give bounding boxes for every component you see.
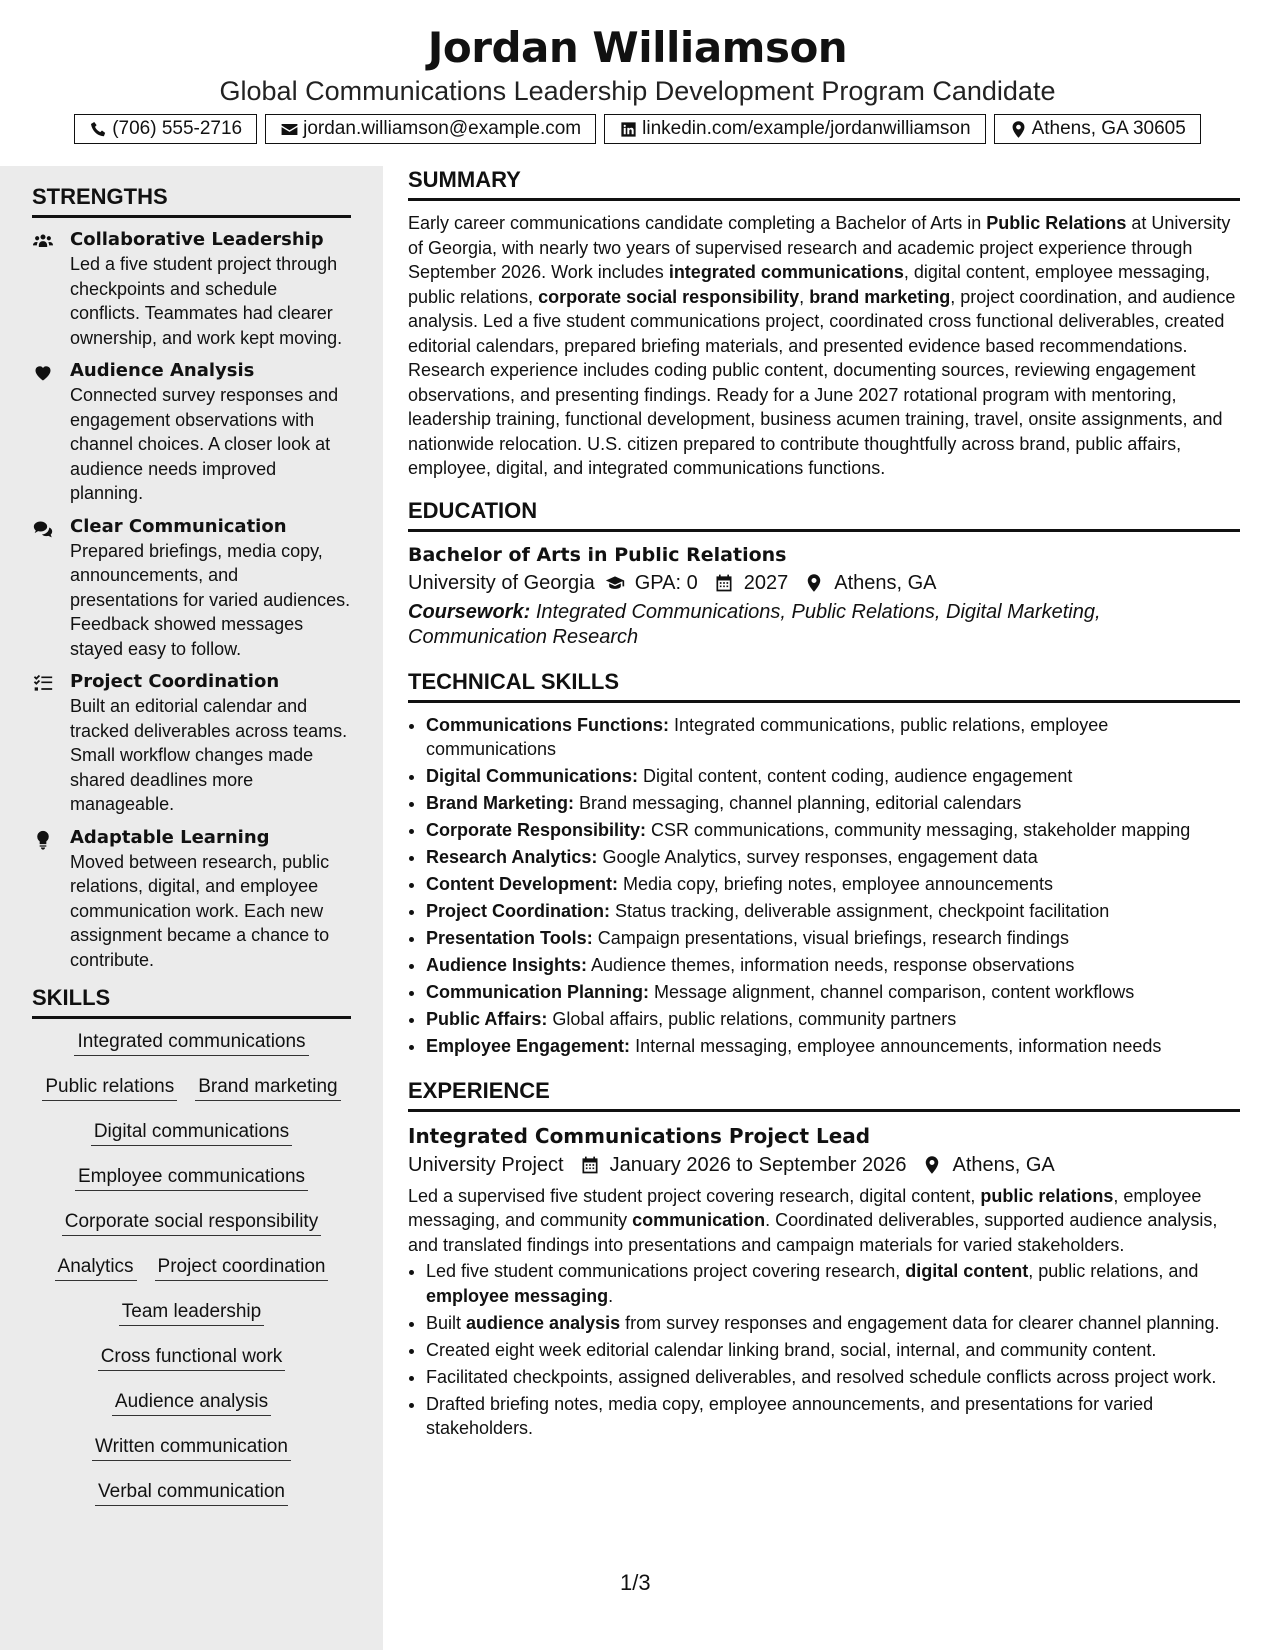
strength-icon-box: [32, 826, 70, 973]
skills-row: [32, 1254, 351, 1299]
job-bullet: [426, 1259, 1240, 1308]
strength-item: [32, 228, 351, 350]
skill-tag: Brand marketing: [195, 1074, 340, 1101]
map-pin-icon: [922, 1155, 942, 1175]
skills-heading: SKILLS: [32, 984, 351, 1019]
job-title: Integrated Communications Project Lead: [408, 1123, 871, 1148]
technical-skill-item: [426, 845, 1240, 870]
technical-skill-item: [426, 1034, 1240, 1059]
job-description: [408, 1184, 1240, 1258]
coursework-label: Coursework:: [408, 600, 531, 623]
text-span: Drafted briefing notes, media copy, employee announcements, and presentations for varied stakeholders.: [426, 1393, 1154, 1438]
text-span: at University of Georgia, with nearly two years of supervised research and academic project experience through September 2026. Work includes: [408, 213, 1231, 282]
users-icon: [32, 232, 54, 252]
phone-text: (706) 555-2716: [112, 118, 243, 139]
resume-header: [0, 0, 1275, 144]
technical-skill-value: Message alignment, channel comparison, content workflows: [654, 982, 1135, 1002]
phone-icon: [89, 120, 108, 139]
technical-skill-value: Integrated communications, public relations, employee communications: [426, 714, 1109, 759]
technical-skill-label: Brand Marketing:: [426, 793, 575, 813]
degree-title: Bachelor of Arts in Public Relations: [408, 543, 787, 566]
email-text: jordan.williamson@example.com: [303, 118, 582, 139]
contact-email[interactable]: [265, 114, 596, 144]
technical-skill-item: [426, 872, 1240, 897]
technical-skill-label: Digital Communications:: [426, 766, 639, 786]
technical-skill-item: [426, 764, 1240, 789]
contact-phone[interactable]: [74, 114, 257, 144]
strength-item: [32, 670, 351, 817]
technical-skill-value: Audience themes, information needs, response observations: [591, 955, 1075, 975]
strength-description: Prepared briefings, media copy, announcements, and presentations for varied audiences. Feedback showed messages stayed easy to follow.: [70, 540, 351, 659]
skills-row: [32, 1479, 351, 1524]
job-location: Athens, GA: [952, 1153, 1055, 1176]
skills-list: [32, 1029, 351, 1524]
skill-tag: Team leadership: [119, 1299, 264, 1326]
skill-tag: Integrated communications: [74, 1029, 308, 1056]
strength-description: Built an editorial calendar and tracked deliverables across teams. Small workflow changes made shared deadlines more manageable.: [70, 696, 348, 814]
page-number: 1/3: [620, 1570, 651, 1595]
sidebar: [0, 166, 383, 1650]
bold-text: digital content: [905, 1261, 1029, 1281]
job-meta: [408, 1150, 1240, 1180]
technical-skill-label: Audience Insights:: [426, 955, 588, 975]
skills-row: [32, 1299, 351, 1344]
strength-icon-box: [32, 359, 70, 506]
contact-location: [994, 114, 1201, 144]
job-bullet: [426, 1392, 1240, 1441]
contact-bar: [0, 114, 1275, 144]
skill-tag: Project coordination: [155, 1254, 329, 1281]
technical-skill-label: Employee Engagement:: [426, 1036, 631, 1056]
job-bullet: [426, 1365, 1240, 1390]
linkedin-text: linkedin.com/example/jordanwilliamson: [642, 118, 971, 139]
strength-title: Audience Analysis: [70, 360, 255, 381]
strength-item: [32, 515, 351, 662]
bold-text: brand marketing: [809, 286, 951, 307]
strength-item: [32, 826, 351, 973]
technical-skill-item: [426, 791, 1240, 816]
skill-tag: Public relations: [42, 1074, 177, 1101]
graduation-year: 2027: [743, 571, 789, 594]
skills-row: [32, 1119, 351, 1164]
technical-skill-value: Status tracking, deliverable assignment, checkpoint facilitation: [615, 901, 1110, 921]
technical-skill-value: Brand messaging, channel planning, editorial calendars: [579, 793, 1022, 813]
education-meta: [408, 568, 1240, 598]
school-name: University of Georgia: [408, 571, 595, 594]
text-span: , public relations, and: [1028, 1261, 1199, 1281]
text-span: , digital content, employee messaging, public relations,: [408, 262, 1211, 307]
skills-row: [32, 1434, 351, 1479]
skills-row: [32, 1389, 351, 1434]
skill-tag: Audience analysis: [112, 1389, 271, 1416]
coursework-list: Integrated Communications, Public Relations, Digital Marketing, Communication Research: [408, 600, 1101, 648]
technical-skill-value: Digital content, content coding, audience engagement: [643, 766, 1073, 786]
skill-tag: Corporate social responsibility: [62, 1209, 321, 1236]
bold-text: audience analysis: [466, 1312, 621, 1333]
skills-row: [32, 1344, 351, 1389]
list-check-icon: [32, 674, 54, 694]
technical-skill-item: [426, 818, 1240, 843]
technical-skill-label: Communication Planning:: [426, 982, 649, 1002]
location-text: Athens, GA 30605: [1031, 118, 1186, 139]
graduation-cap-icon: [605, 573, 625, 593]
education-location: Athens, GA: [834, 571, 937, 594]
text-span: . Coordinated deliverables, supported audience analysis, and translated findings into presentations and campaign materials for varied stakeholders.: [408, 1210, 1218, 1255]
envelope-icon: [280, 120, 299, 139]
skill-tag: Cross functional work: [98, 1344, 286, 1371]
text-span: from survey responses and engagement data for clearer channel planning.: [620, 1312, 1220, 1333]
strengths-heading: STRENGTHS: [32, 183, 351, 218]
strength-icon-box: [32, 670, 70, 817]
text-span: Facilitated checkpoints, assigned deliverables, and resolved schedule conflicts across project work.: [426, 1366, 1217, 1387]
text-span: Built: [426, 1312, 467, 1333]
candidate-name: Jordan Williamson: [427, 23, 848, 72]
job-bullet: [426, 1338, 1240, 1363]
skill-tag: Employee communications: [75, 1164, 308, 1191]
text-span: , employee messaging, and community: [408, 1185, 1202, 1230]
skills-row: [32, 1164, 351, 1209]
text-span: ,: [799, 286, 810, 307]
technical-skill-label: Corporate Responsibility:: [426, 820, 647, 840]
technical-skill-value: Global affairs, public relations, community partners: [552, 1009, 957, 1029]
strength-icon-box: [32, 228, 70, 350]
technical-skill-value: CSR communications, community messaging, stakeholder mapping: [651, 820, 1191, 840]
gpa-value: GPA: 0: [634, 571, 698, 594]
technical-skill-value: Google Analytics, survey responses, engagement data: [602, 847, 1038, 867]
text-span: .: [608, 1285, 614, 1306]
bold-text: communication: [632, 1210, 766, 1230]
technical-skill-item: [426, 926, 1240, 951]
job-organization: University Project: [408, 1153, 564, 1176]
strength-body: [70, 228, 351, 350]
technical-skill-item: [426, 1007, 1240, 1032]
technical-skill-value: Media copy, briefing notes, employee announcements: [623, 874, 1053, 894]
bold-text: employee messaging: [426, 1285, 609, 1306]
strength-title: Clear Communication: [70, 515, 287, 537]
text-span: , project coordination, and audience analysis. Led a five student communications project, coordinated cross functional deliverables, created editorial calendars, prepared briefing materials, and presented evidence based recommendations. Research experience includes coding public content, documenting sources, reviewing engagement observations, and presenting findings. Ready for a June 2027 rotational program with mentoring, leadership training, functional development, business acumen training, travel, onsite assignments, and nationwide relocation. U.S. citizen prepared to contribute thoughtfully across brand, public affairs, employee, digital, and integrated communications functions.: [408, 286, 1236, 478]
strength-body: [70, 670, 351, 817]
strength-description: Led a five student project through checkpoints and schedule conflicts. Teammates had clearer ownership, and work kept moving.: [70, 254, 343, 348]
bold-text: Public Relations: [986, 213, 1127, 233]
technical-skill-label: Presentation Tools:: [426, 928, 593, 948]
technical-skills-list: [408, 713, 1240, 1059]
map-pin-icon: [804, 573, 824, 593]
candidate-headline: Global Communications Leadership Development Program Candidate: [219, 76, 1056, 106]
bold-text: integrated communications: [668, 262, 904, 282]
job-bullet: [426, 1311, 1240, 1336]
calendar-icon: [580, 1155, 600, 1175]
experience-heading: EXPERIENCE: [408, 1077, 1240, 1112]
education-heading: EDUCATION: [408, 497, 1240, 532]
technical-skill-label: Project Coordination:: [426, 901, 610, 921]
technical-skill-label: Communications Functions:: [426, 714, 669, 735]
strength-body: [70, 515, 351, 662]
summary-heading: SUMMARY: [408, 166, 1240, 201]
lightbulb-icon: [32, 830, 54, 850]
technical-skill-label: Public Affairs:: [426, 1009, 548, 1029]
strength-icon-box: [32, 515, 70, 662]
summary-text: [408, 211, 1240, 481]
skill-tag: Analytics: [55, 1254, 137, 1281]
strength-body: [70, 359, 351, 506]
skills-row: [32, 1074, 351, 1119]
comments-icon: [32, 519, 54, 539]
skill-tag: Written communication: [92, 1434, 291, 1461]
linkedin-icon: [619, 120, 638, 139]
strength-title: Adaptable Learning: [70, 826, 270, 848]
coursework: [408, 600, 1240, 650]
strength-title: Project Coordination: [70, 671, 280, 692]
heart-icon: [32, 363, 54, 383]
map-pin-icon: [1009, 120, 1028, 139]
technical-skill-label: Research Analytics:: [426, 847, 598, 867]
bold-text: corporate social responsibility: [538, 286, 800, 307]
text-span: Early career communications candidate completing a Bachelor of Arts in: [408, 213, 987, 233]
technical-skill-item: [426, 899, 1240, 924]
strength-title: Collaborative Leadership: [70, 229, 324, 250]
skill-tag: Verbal communication: [95, 1479, 288, 1506]
skill-tag: Digital communications: [91, 1119, 292, 1146]
technical-skill-label: Content Development:: [426, 874, 619, 894]
contact-linkedin[interactable]: [604, 114, 985, 144]
technical-skill-value: Campaign presentations, visual briefings, research findings: [597, 928, 1069, 948]
skills-row: [32, 1209, 351, 1254]
main-content: [408, 166, 1240, 1443]
job-dates: January 2026 to September 2026: [609, 1153, 907, 1176]
text-span: Led five student communications project covering research,: [426, 1261, 906, 1281]
strength-description: Connected survey responses and engagement observations with channel choices. A closer look at audience needs improved planning.: [70, 385, 339, 503]
bold-text: public relations: [980, 1185, 1114, 1206]
calendar-icon: [714, 573, 734, 593]
job-bullets: [408, 1259, 1240, 1441]
strength-item: [32, 359, 351, 506]
text-span: Led a supervised five student project covering research, digital content,: [408, 1185, 981, 1206]
text-span: Created eight week editorial calendar linking brand, social, internal, and community content.: [426, 1339, 1157, 1360]
technical-skill-value: Internal messaging, employee announcements, information needs: [635, 1036, 1162, 1056]
strength-body: [70, 826, 351, 973]
strengths-list: [32, 228, 351, 972]
technical-skills-heading: TECHNICAL SKILLS: [408, 668, 1240, 703]
technical-skill-item: [426, 713, 1240, 762]
technical-skill-item: [426, 980, 1240, 1005]
skills-row: [32, 1029, 351, 1074]
strength-description: Moved between research, public relations, digital, and employee communication work. Each new assignment became a chance to contribute.: [70, 851, 330, 970]
technical-skill-item: [426, 953, 1240, 978]
